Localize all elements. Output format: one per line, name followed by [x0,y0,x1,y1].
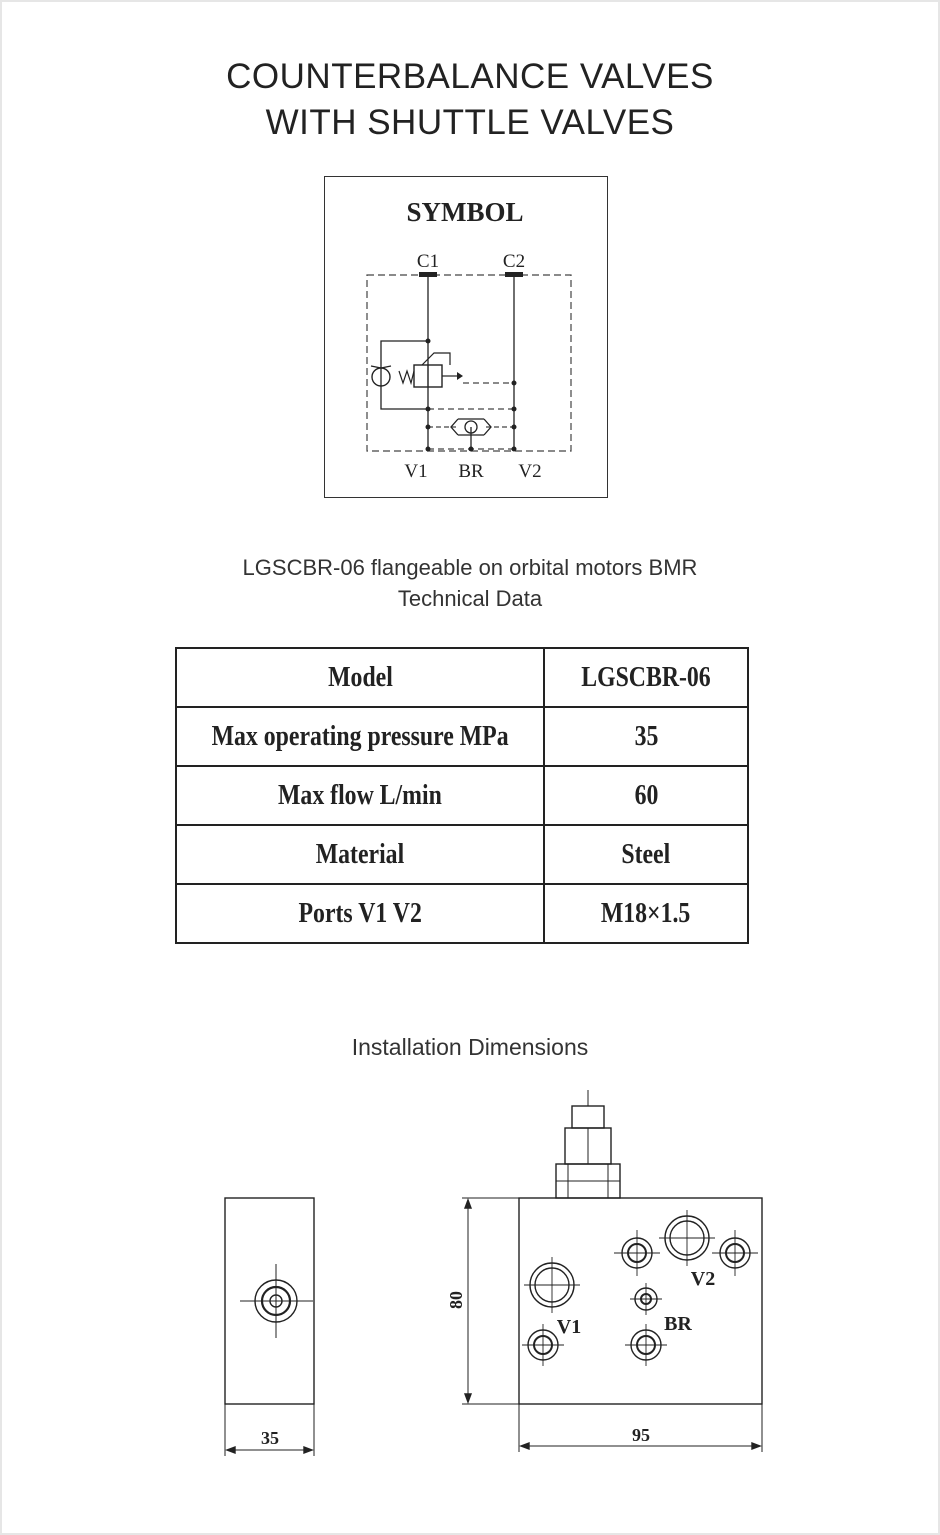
product-subtitle [2,552,938,614]
row-value: M18×1.5 [544,884,748,943]
title-line-1: COUNTERBALANCE VALVES [226,57,714,96]
title-line-2: WITH SHUTTLE VALVES [265,103,675,142]
table-row [176,884,748,943]
installation-dimensions-label: Installation Dimensions [351,1034,589,1060]
port-v2-label: V2 [518,461,542,482]
row-value: LGSCBR-06 [544,648,748,707]
row-key: Max flow L/min [176,766,544,825]
cartridge-nut [556,1164,620,1198]
technical-data-table [175,647,749,944]
page-title [2,54,938,146]
row-value: Steel [544,825,748,884]
table-row [176,707,748,766]
symbol-heading: SYMBOL [406,197,524,227]
side-width-dim: 35 [261,1428,279,1448]
side-view-block [225,1198,314,1404]
front-v2-label: V2 [690,1268,716,1290]
spring-icon [399,371,414,383]
port-br-label: BR [458,461,484,482]
subtitle-line-1: LGSCBR-06 flangeable on orbital motors BMR [242,555,698,580]
row-key: Model [176,648,544,707]
front-height-dim: 80 [446,1291,466,1309]
table-row [176,648,748,707]
side-port-outer [255,1280,297,1322]
row-value: 60 [544,766,748,825]
table-row [176,766,748,825]
subtitle-line-2: Technical Data [397,586,543,611]
port-c2-label: C2 [502,251,526,272]
port-v1-label: V1 [404,461,428,482]
valve-enclosure [367,275,571,451]
br-port [635,1288,657,1310]
front-br-label: BR [664,1313,692,1335]
v2-port [665,1216,709,1260]
hydraulic-symbol-svg [325,177,609,499]
v1-port [530,1263,574,1307]
symbol-diagram [324,176,608,498]
row-key: Ports V1 V2 [176,884,544,943]
c2-port-marker [505,272,523,277]
row-key: Max operating pressure MPa [176,707,544,766]
front-view-block [519,1198,762,1404]
c1-port-marker [419,272,437,277]
front-v1-label: V1 [556,1316,582,1338]
front-width-dim: 95 [632,1425,650,1445]
table-row [176,825,748,884]
port-c1-label: C1 [416,251,440,272]
row-key: Material [176,825,544,884]
row-value: 35 [544,707,748,766]
